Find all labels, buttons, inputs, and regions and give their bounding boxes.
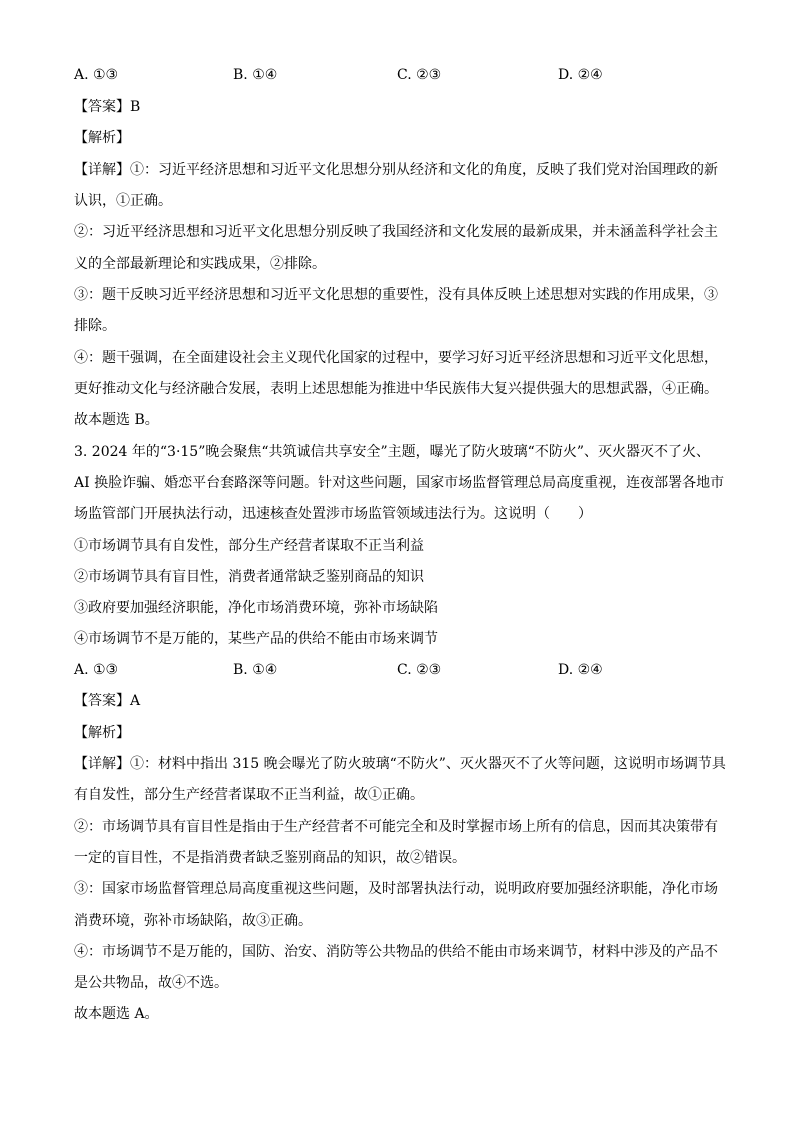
q3-option-a[interactable]: A. ①③ [74, 662, 119, 678]
q3-option-c[interactable]: C. ②③ [397, 662, 442, 678]
q2-detail-line: ②：习近平经济思想和习近平文化思想分别反映了我国经济和文化发展的最新成果，并未涵盖科学社会主 [74, 224, 718, 240]
q3-stem-line: 场监管部门开展执法行动，迅速核查处置涉市场监管领域违法行为。这说明（ ） [74, 506, 592, 522]
q3-statement-4: ④市场调节不是万能的，某些产品的供给不能由市场来调节 [74, 631, 438, 647]
q2-detail-line: ④：题干强调，在全面建设社会主义现代化国家的过程中，要学习好习近平经济思想和习近平文化思想， [74, 350, 718, 366]
q3-options [74, 661, 734, 679]
q3-answer: 【答案】A [74, 693, 141, 709]
q3-detail-line: 有自发性，部分生产经营者谋取不正当利益，故①正确。 [74, 787, 424, 803]
q2-option-d[interactable]: D. ②④ [558, 67, 603, 83]
q3-detail-line: ②：市场调节具有盲目性是指由于生产经营者不可能完全和及时掌握市场上所有的信息，因而其决策带有 [74, 819, 718, 835]
q2-detail-line: 排除。 [74, 318, 116, 334]
q3-statement-1: ①市场调节具有自发性，部分生产经营者谋取不正当利益 [74, 538, 424, 554]
q3-option-b[interactable]: B. ①④ [233, 662, 278, 678]
q2-option-b[interactable]: B. ①④ [233, 67, 278, 83]
q2-analysis-heading: 【解析】 [74, 130, 130, 146]
q3-statement-3: ③政府要加强经济职能，净化市场消费环境，弥补市场缺陷 [74, 600, 438, 616]
q2-detail-line: 义的全部最新理论和实践成果，②排除。 [74, 256, 326, 272]
q3-stem-line: 3. 2024 年的“3·15”晚会聚焦“共筑诚信共享安全”主题，曝光了防火玻璃“不防火”、灭火器灭不了火、 [74, 444, 710, 460]
q2-conclusion: 故本题选 B。 [74, 412, 159, 428]
q2-option-c[interactable]: C. ②③ [397, 67, 442, 83]
q2-detail-line: ③：题干反映习近平经济思想和习近平文化思想的重要性，没有具体反映上述思想对实践的作用成果，③ [74, 287, 718, 303]
q2-answer: 【答案】B [74, 99, 141, 115]
q3-detail-line: ③：国家市场监督管理总局高度重视这些问题，及时部署执法行动，说明政府要加强经济职能，净化市场 [74, 881, 718, 897]
q3-detail-line: 【详解】①：材料中指出 315 晚会曝光了防火玻璃“不防火”、灭火器灭不了火等问题，这说明市场调节具 [74, 756, 726, 772]
q3-option-d[interactable]: D. ②④ [558, 662, 603, 678]
q2-detail-line: 更好推动文化与经济融合发展，表明上述思想能为推进中华民族伟大复兴提供强大的思想武器，④正确。 [74, 381, 718, 397]
q2-detail-line: 认识，①正确。 [74, 193, 172, 209]
q3-statement-2: ②市场调节具有盲目性，消费者通常缺乏鉴别商品的知识 [74, 569, 424, 585]
q3-detail-line: 是公共物品，故④不选。 [74, 975, 228, 991]
q3-analysis-heading: 【解析】 [74, 725, 130, 741]
q2-detail-line: 【详解】①：习近平经济思想和习近平文化思想分别从经济和文化的角度，反映了我们党对治国理政的新 [74, 162, 718, 178]
q3-detail-line: ④：市场调节不是万能的，国防、治安、消防等公共物品的供给不能由市场来调节，材料中涉及的产品不 [74, 944, 718, 960]
q2-option-a[interactable]: A. ①③ [74, 67, 119, 83]
q3-detail-line: 一定的盲目性，不是指消费者缺乏鉴别商品的知识，故②错误。 [74, 850, 466, 866]
q3-stem-line: AI 换脸诈骗、婚恋平台套路深等问题。针对这些问题，国家市场监督管理总局高度重视，连夜部署各地市 [74, 475, 725, 491]
q3-detail-line: 消费环境，弥补市场缺陷，故③正确。 [74, 913, 312, 929]
q3-conclusion: 故本题选 A。 [74, 1006, 159, 1022]
q2-options [74, 66, 734, 84]
